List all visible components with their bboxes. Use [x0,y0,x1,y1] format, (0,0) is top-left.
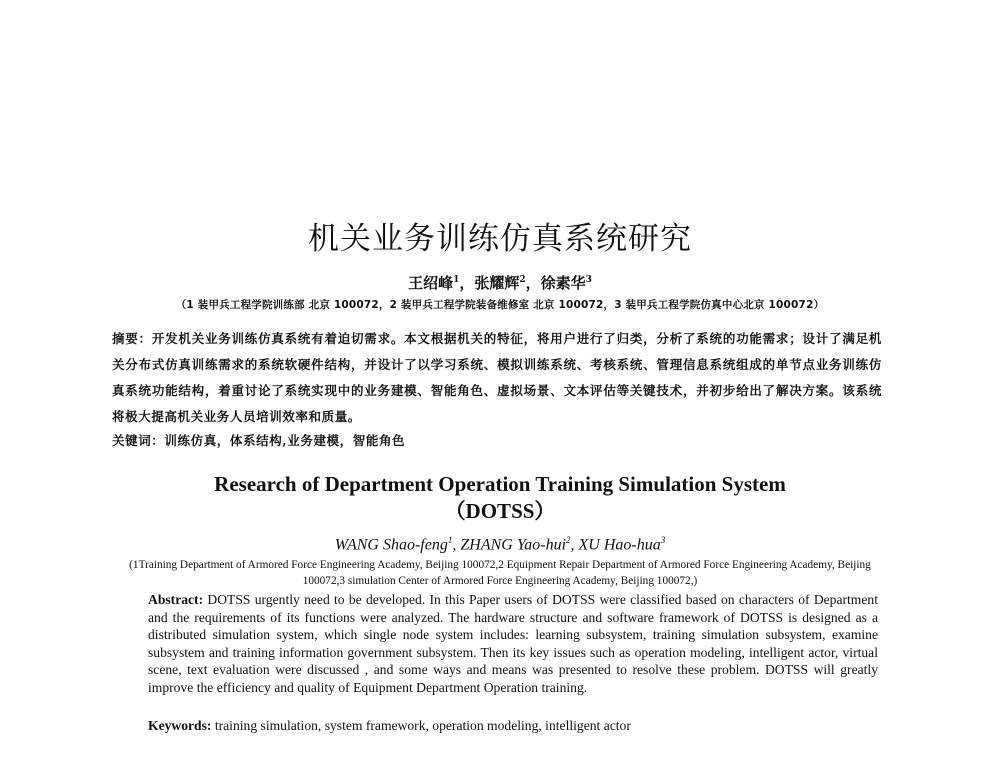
author-name: ZHANG Yao-hui [460,536,567,554]
english-title-line2: （DOTSS） [444,499,556,523]
author-name: XU Hao-hua [578,536,661,554]
english-abstract [148,591,878,697]
chinese-abstract-text: 开发机关业务训练仿真系统有着迫切需求。本文根据机关的特征，将用户进行了归类，分析了系统的功能需求；设计了满足机关分布式仿真训练需求的系统软硬件结构，并设计了以学习系统、模拟训练系统、考核系统、管理信息系统组成的单节点业务训练仿真系统功能结构，着重讨论了系统实现中的业务建模、智能角色、虚拟场景、文本评估等关键技术，并初步给出了解决方案。该系统将极大提高机关业务人员培训效率和质量。 [112,331,882,424]
chinese-affiliations: （1 装甲兵工程学院训练部 北京 100072，2 装甲兵工程学院装备维修室 北京 100072，3 装甲兵工程学院仿真中心北京 100072） [175,299,825,311]
author-name: 王绍峰 [408,274,454,292]
author-name: 张耀辉 [474,274,520,292]
english-abstract-label: Abstract: [148,592,204,607]
author-sup: 2 [566,535,571,545]
author-name: WANG Shao-feng [334,536,448,554]
english-abstract-text: DOTSS urgently need to be developed. In this Paper users of DOTSS were classified based on characters of Department and the requirements of its functions were analyzed. The hardware structure and software framework of DOTSS is designed as a distributed simulation system, which single node system includes: learning subsystem, training simulation subsystem, examine subsystem and training information government subsystem. Then its key issues such as operation modeling, intelligent actor, virtual scene, text evaluation were discussed , and some ways and means was presented to resolve these problem. DOTSS will greatly improve the efficiency and quality of Equipment Department Operation training. [148,592,878,695]
chinese-authors [0,272,1000,293]
author-separator: ， [459,274,475,292]
english-title [0,471,1000,525]
chinese-keywords-label: 关键词： [112,433,165,448]
english-affiliations: (1Training Department of Armored Force Engineering Academy, Beijing 100072,2 Equipment Repair Department of Armored Force Engineering Academy, Beijing 100072,3 simulation Center of Armored Force Engineering Academy, Beijing 100072,) [129,559,871,587]
author-name: 徐素华 [540,274,586,292]
author-sup: 2 [519,275,526,285]
chinese-keywords [112,431,882,449]
chinese-abstract [112,326,882,430]
author-sup: 1 [453,275,460,285]
chinese-title: 机关业务训练仿真系统研究 [308,221,692,257]
author-sup: 3 [585,275,592,285]
english-title-line1: Research of Department Operation Training Simulation System [214,472,786,496]
author-separator: ， [525,274,541,292]
author-sup: 3 [660,535,666,545]
english-authors [0,535,1000,554]
english-keywords [148,718,878,734]
english-keywords-label: Keywords: [148,718,212,733]
author-separator: , [570,536,579,554]
english-keywords-text: training simulation, system framework, operation modeling, intelligent actor [214,718,631,733]
author-sup: 1 [447,535,453,545]
chinese-keywords-text: 训练仿真，体系结构,业务建模，智能角色 [164,433,406,448]
chinese-abstract-label: 摘要： [112,331,152,346]
author-separator: , [452,536,461,554]
